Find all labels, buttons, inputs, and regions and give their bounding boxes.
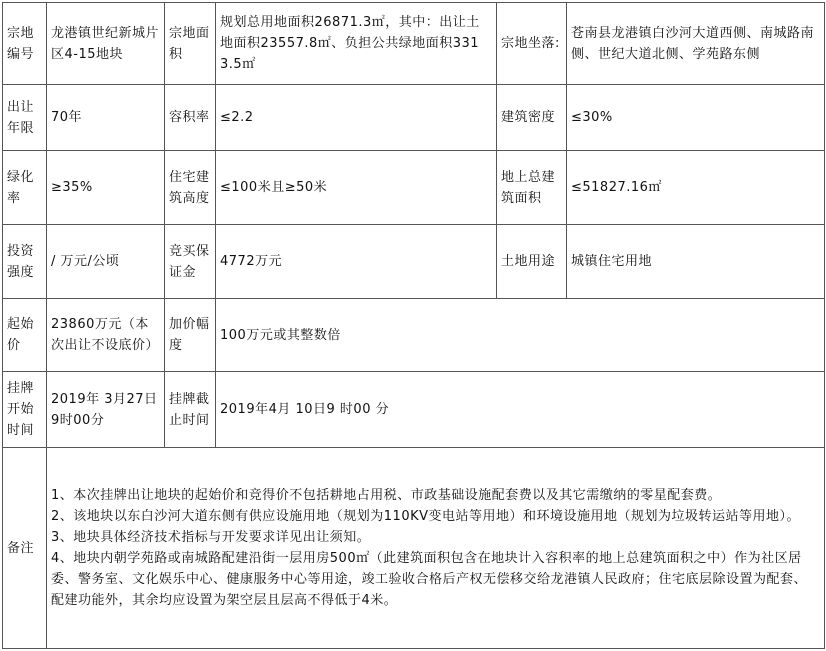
plot-ratio-value: ≤2.2	[216, 85, 497, 151]
building-height-value: ≤100米且≥50米	[216, 151, 497, 225]
table-row	[3, 448, 825, 649]
green-rate-label: 绿化率	[3, 151, 47, 225]
table-row	[3, 372, 825, 448]
table-row	[3, 85, 825, 151]
green-rate-value: ≥35%	[47, 151, 165, 225]
lease-term-value: 70年	[47, 85, 165, 151]
remark-item: 2、该地块以东白沙河大道东侧有供应设施用地（规划为110KV变电站等用地）和环境设施用地（规划为垃圾转运站等用地）。	[51, 509, 801, 524]
remarks-label: 备注	[3, 448, 47, 649]
table-row	[3, 299, 825, 372]
bid-deposit-label: 竞买保证金	[165, 225, 216, 299]
bid-deposit-value: 4772万元	[216, 225, 497, 299]
table-row	[3, 151, 825, 225]
parcel-location-value: 苍南县龙港镇白沙河大道西侧、南城路南侧、世纪大道北侧、学苑路东侧	[567, 3, 825, 85]
remark-item: 3、地块具体经济技术指标与开发要求详见出让须知。	[51, 530, 371, 545]
listing-start-value: 2019年 3月27日9时00分	[47, 372, 165, 448]
remark-item: 1、本次挂牌出让地块的起始价和竞得价不包括耕地占用税、市政基础设施配套费以及其它需缴纳的零星配套费。	[51, 488, 722, 503]
total-floor-area-label: 地上总建筑面积	[497, 151, 567, 225]
lease-term-label: 出让年限	[3, 85, 47, 151]
land-info-table	[2, 2, 825, 649]
land-use-value: 城镇住宅用地	[567, 225, 825, 299]
parcel-area-label: 宗地面积	[165, 3, 216, 85]
building-density-label: 建筑密度	[497, 85, 567, 151]
starting-price-label: 起始价	[3, 299, 47, 372]
table-row	[3, 3, 825, 85]
parcel-location-label: 宗地坐落:	[497, 3, 567, 85]
listing-end-label: 挂牌截止时间	[165, 372, 216, 448]
investment-intensity-label: 投资强度	[3, 225, 47, 299]
starting-price-value: 23860万元（本次出让不设底价）	[47, 299, 165, 372]
bid-increment-label: 加价幅度	[165, 299, 216, 372]
building-height-label: 住宅建筑高度	[165, 151, 216, 225]
total-floor-area-value: ≤51827.16㎡	[567, 151, 825, 225]
investment-intensity-value: / 万元/公顷	[47, 225, 165, 299]
parcel-number-label: 宗地编号	[3, 3, 47, 85]
listing-start-label: 挂牌开始时间	[3, 372, 47, 448]
table-row	[3, 225, 825, 299]
building-density-value: ≤30%	[567, 85, 825, 151]
bid-increment-value: 100万元或其整数倍	[216, 299, 825, 372]
parcel-area-value: 规划总用地面积26871.3㎡，其中：出让土地面积23557.8㎡、负担公共绿地面积3313.5㎡	[216, 3, 497, 85]
parcel-number-value: 龙港镇世纪新城片区4-15地块	[47, 3, 165, 85]
remark-item: 4、地块内朝学苑路或南城路配建沿街一层用房500㎡（此建筑面积包含在地块计入容积率的地上总建筑面积之中）作为社区居委、警务室、文化娱乐中心、健康服务中心等用途，竣工验收合格后产权无偿移交给龙港镇人民政府；住宅底层除设置为配套、配建功能外，其余均应设置为架空层且层高不得低于4米。	[51, 551, 808, 608]
listing-end-value: 2019年4月 10日9 时00 分	[216, 372, 825, 448]
plot-ratio-label: 容积率	[165, 85, 216, 151]
remarks-content	[47, 448, 825, 649]
land-use-label: 土地用途	[497, 225, 567, 299]
